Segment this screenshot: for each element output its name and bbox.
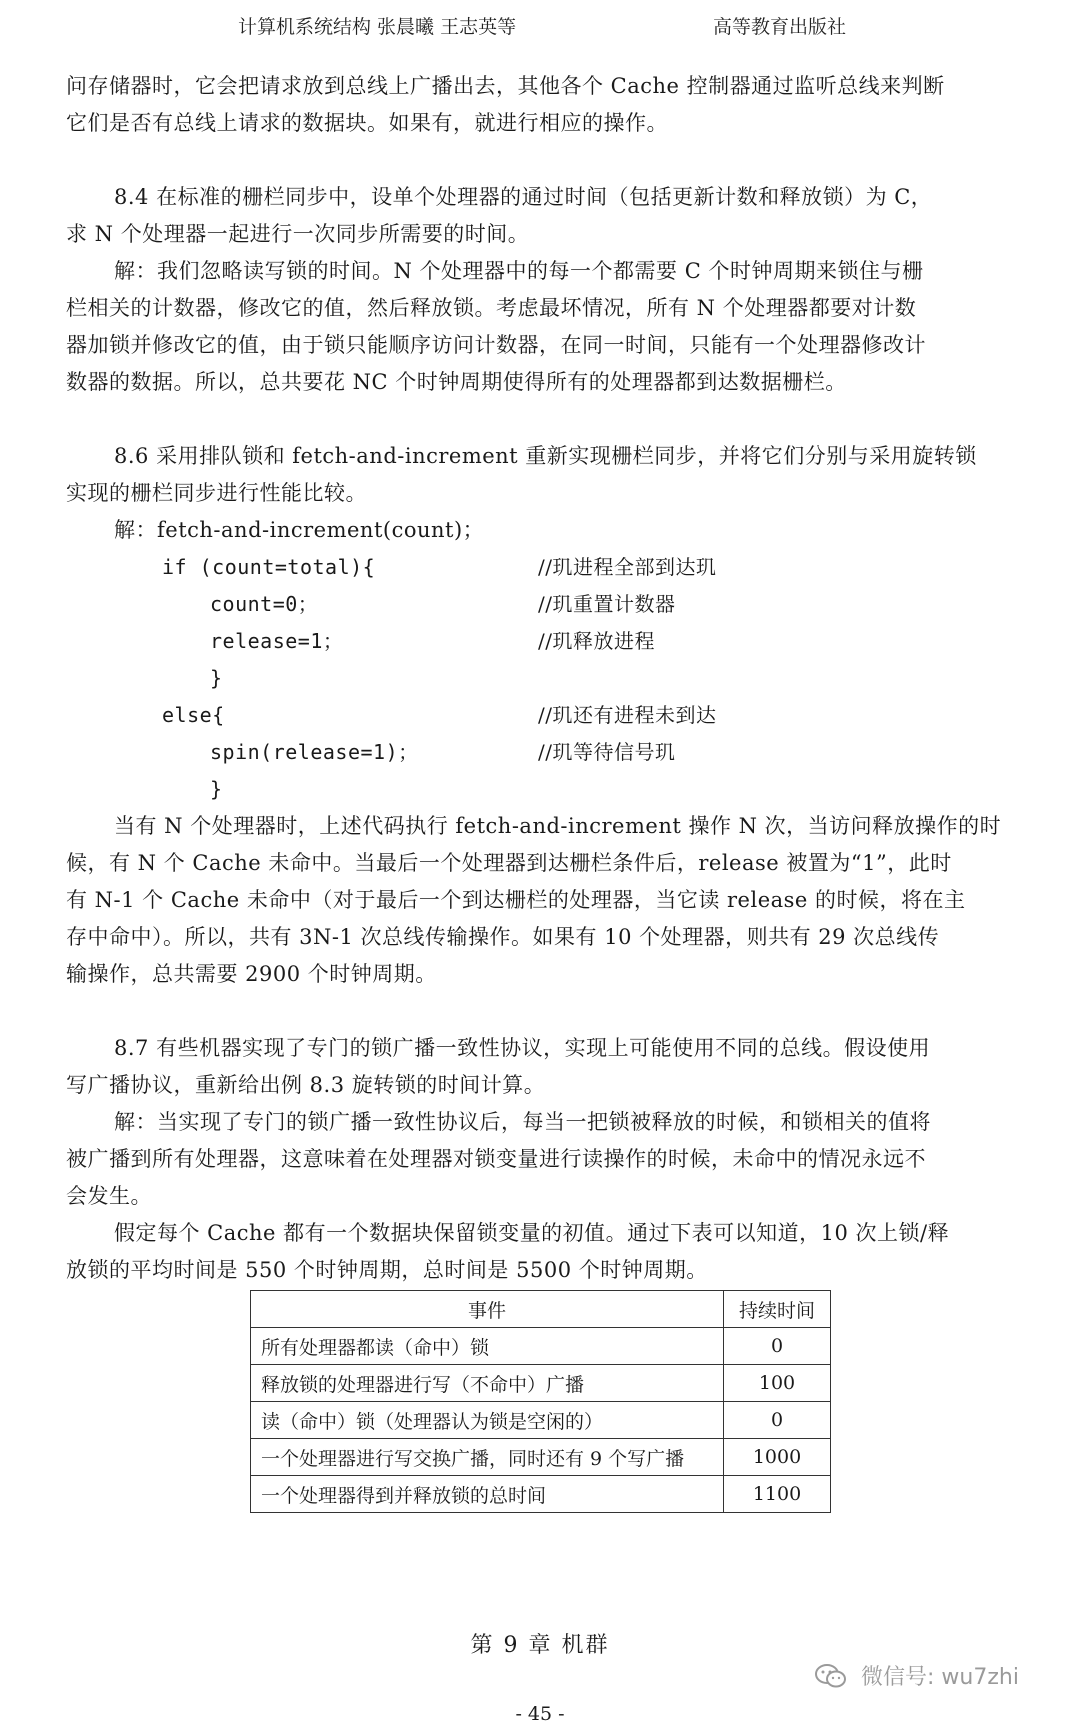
- answer-8-6-line: 存中命中）。所以，共有 3N-1 次总线传输操作。如果有 10 个处理器，则共有 29 次总线传: [66, 925, 940, 949]
- question-8-4-line: 求 N 个处理器一起进行一次同步所需要的时间。: [66, 222, 530, 246]
- code-text: count=0；: [210, 592, 319, 616]
- table-row: [251, 1476, 831, 1513]
- code-comment: //玑等待信号玑: [538, 740, 676, 764]
- intro-line: 它们是否有总线上请求的数据块。如果有，就进行相应的操作。: [66, 111, 668, 135]
- answer-8-4-line: 栏相关的计数器，修改它的值，然后释放锁。考虑最坏情况，所有 N 个处理器都要对计数: [66, 296, 917, 320]
- question-8-4-line: 8.4 在标准的栅栏同步中，设单个处理器的通过时间（包括更新计数和释放锁）为 C，: [114, 185, 933, 209]
- code-comment: //玑还有进程未到达: [538, 703, 717, 727]
- table-header-duration: 持续时间: [724, 1291, 831, 1328]
- body-text: [66, 68, 1026, 1289]
- wechat-icon: [814, 1662, 848, 1690]
- answer-8-6-line: 候，有 N 个 Cache 未命中。当最后一个处理器到达栅栏条件后，release 被置为“1”，此时: [66, 851, 952, 875]
- answer-8-4-line: 器加锁并修改它的值，由于锁只能顺序访问计数器，在同一时间，只能有一个处理器修改计: [66, 333, 926, 357]
- code-comment: //玑重置计数器: [538, 592, 676, 616]
- code-line: [210, 623, 343, 660]
- chapter-title: 第 9 章 机群: [470, 1633, 610, 1658]
- answer-8-6-line: 当有 N 个处理器时，上述代码执行 fetch-and-increment 操作 N 次，当访问释放操作的时: [114, 814, 1002, 838]
- code-text: if (count=total){: [162, 555, 376, 579]
- code-line: [210, 586, 318, 623]
- table-cell-duration: 0: [724, 1402, 831, 1439]
- header-book-title: 计算机系统结构 张晨曦 王志英等: [238, 16, 517, 38]
- code-text: else{: [162, 703, 225, 727]
- table-row: [251, 1328, 831, 1365]
- table-row: [251, 1365, 831, 1402]
- page-number: - 45 -: [515, 1703, 565, 1725]
- table-cell-duration: 100: [724, 1365, 831, 1402]
- table-cell-duration: 1000: [724, 1439, 831, 1476]
- table-cell-event: 一个处理器得到并释放锁的总时间: [251, 1476, 724, 1513]
- answer-8-4-line: 数器的数据。所以，总共要花 NC 个时钟周期使得所有的处理器都到达数据栅栏。: [66, 370, 847, 394]
- table-header-event: 事件: [251, 1291, 724, 1328]
- wechat-watermark: [814, 1660, 1019, 1694]
- answer-8-7-line: 放锁的平均时间是 550 个时钟周期，总时间是 5500 个时钟周期。: [66, 1258, 708, 1282]
- code-text: }: [210, 666, 223, 690]
- question-8-6-line: 实现的栅栏同步进行性能比较。: [66, 481, 367, 505]
- answer-8-7-line: 假定每个 Cache 都有一个数据块保留锁变量的初值。通过下表可以知道，10 次上锁/释: [114, 1221, 950, 1245]
- table-cell-event: 读（命中）锁（处理器认为锁是空闲的）: [251, 1402, 724, 1439]
- table-header-row: [251, 1291, 831, 1328]
- watermark-text: 微信号: wu7zhi: [861, 1665, 1019, 1690]
- code-block: [66, 549, 1026, 771]
- table-cell-duration: 0: [724, 1328, 831, 1365]
- question-8-6-line: 8.6 采用排队锁和 fetch-and-increment 重新实现栅栏同步，并将它们分别与采用旋转锁: [114, 444, 977, 468]
- table-row: [251, 1402, 831, 1439]
- code-line: [210, 660, 223, 697]
- code-line: [162, 549, 375, 586]
- table-cell-duration: 1100: [724, 1476, 831, 1513]
- page-header: [0, 10, 1080, 40]
- intro-line: 问存储器时，它会把请求放到总线上广播出去，其他各个 Cache 控制器通过监听总线来判断: [66, 74, 945, 98]
- table-cell-event: 一个处理器进行写交换广播，同时还有 9 个写广播: [251, 1439, 724, 1476]
- question-8-7-line: 8.7 有些机器实现了专门的锁广播一致性协议，实现上可能使用不同的总线。假设使用: [114, 1036, 931, 1060]
- header-publisher: 高等教育出版社: [713, 16, 847, 38]
- code-text: release=1；: [210, 629, 344, 653]
- code-line: [210, 734, 419, 771]
- answer-8-4-line: 解：我们忽略读写锁的时间。N 个处理器中的每一个都需要 C 个时钟周期来锁住与栅: [114, 259, 924, 283]
- event-duration-table: [250, 1290, 831, 1513]
- code-text: }: [210, 777, 223, 801]
- answer-8-7-line: 会发生。: [66, 1184, 152, 1208]
- code-text: spin(release=1)；: [210, 740, 419, 764]
- table-cell-event: 释放锁的处理器进行写（不命中）广播: [251, 1365, 724, 1402]
- code-comment: //玑进程全部到达玑: [538, 555, 717, 579]
- code-line: [162, 697, 225, 734]
- table-row: [251, 1439, 831, 1476]
- answer-8-7-line: 解：当实现了专门的锁广播一致性协议后，每当一把锁被释放的时候，和锁相关的值将: [114, 1110, 931, 1134]
- code-line: [66, 771, 1026, 808]
- answer-8-6-intro: 解：fetch-and-increment(count)；: [114, 518, 485, 542]
- answer-8-6-line: 输操作，总共需要 2900 个时钟周期。: [66, 962, 437, 986]
- answer-8-7-line: 被广播到所有处理器，这意味着在处理器对锁变量进行读操作的时候，未命中的情况永远不: [66, 1147, 926, 1171]
- answer-8-6-line: 有 N-1 个 Cache 未命中（对于最后一个到达栅栏的处理器，当它读 release 的时候，将在主: [66, 888, 966, 912]
- table-cell-event: 所有处理器都读（命中）锁: [251, 1328, 724, 1365]
- code-comment: //玑释放进程: [538, 629, 655, 653]
- question-8-7-line: 写广播协议，重新给出例 8.3 旋转锁的时间计算。: [66, 1073, 546, 1097]
